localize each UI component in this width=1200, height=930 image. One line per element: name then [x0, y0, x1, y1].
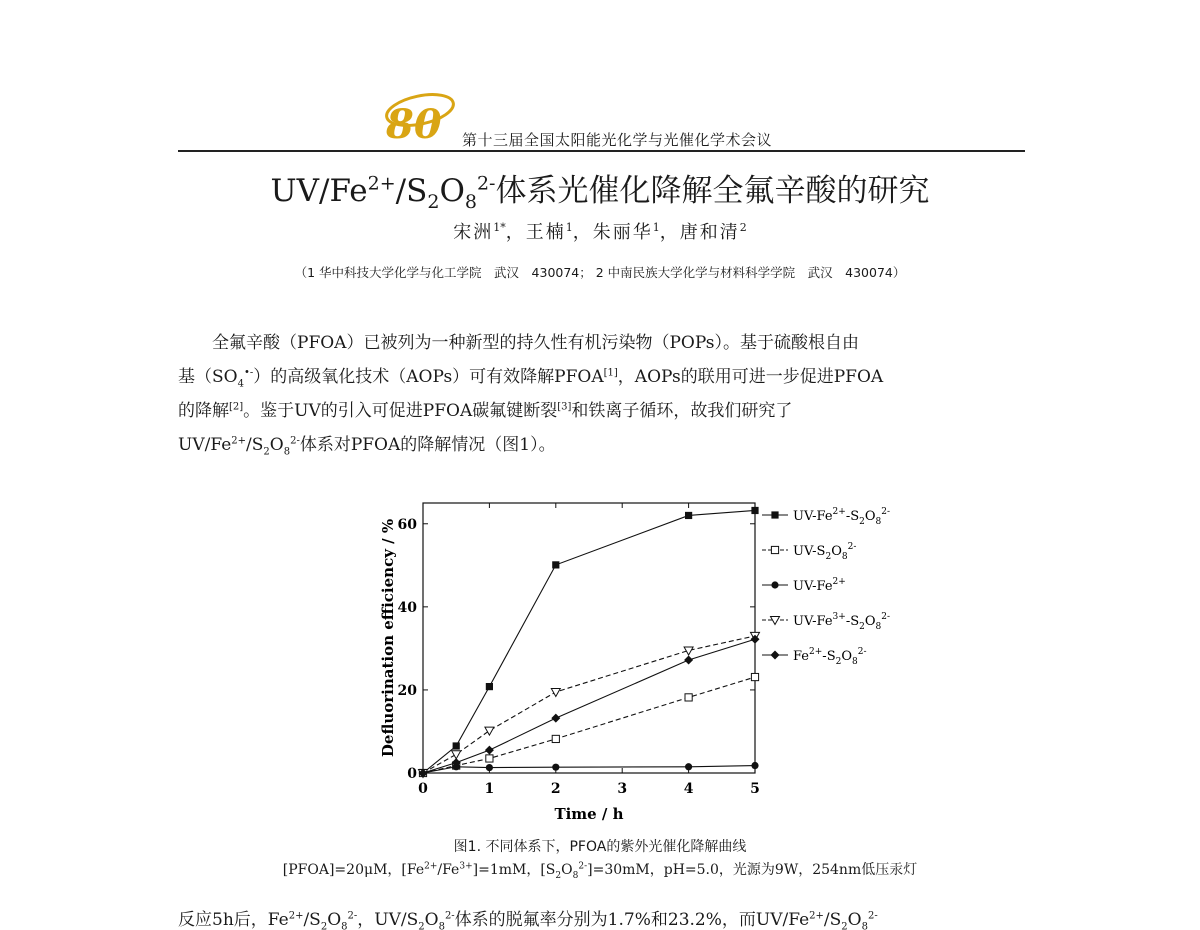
- data-point: [751, 635, 760, 644]
- y-axis-label: Defluorination efficiency / %: [379, 518, 397, 758]
- data-point: [453, 742, 460, 749]
- paper-title: $UV/Fe^{2+}/S_2O_8^{2-}$体系光催化降解全氟辛酸的研究: [270, 172, 930, 214]
- body-line: 全氟辛酸（PFOA）已被列为一种新型的持久性有机污染物（POPs）。基于硫酸根自由: [212, 333, 860, 353]
- legend-label-part: 8: [875, 622, 882, 632]
- conference-name: 第十三届全国太阳能光化学与光催化学术会议: [462, 131, 773, 149]
- legend-label-part: 8: [852, 657, 858, 667]
- author-list: 宋洲$^{1*}$，王楠$^1$，朱丽华$^1$，唐和清$^2$: [453, 221, 747, 243]
- legend-label-part: -S: [822, 649, 836, 664]
- legend-label-part: O: [831, 544, 842, 559]
- body-paragraph: [178, 326, 1025, 462]
- y-tick-label: 40: [397, 599, 417, 616]
- y-tick-label: 0: [407, 766, 417, 782]
- defluorination-chart: [370, 495, 890, 835]
- legend-label-part: 2: [835, 657, 842, 667]
- data-point: [751, 762, 758, 769]
- legend-label-part: 2+: [832, 577, 846, 587]
- y-tick-label: 20: [397, 682, 417, 699]
- legend-label-part: 2+: [809, 647, 823, 657]
- body-line: 基$(SO_4^{•-})$的高级氧化技术（AOPs）可有效降解PFOA[1]，AOPs的联用可进一步促进PFOA: [178, 367, 884, 390]
- data-point: [486, 683, 493, 690]
- plot-frame: [423, 503, 755, 773]
- figure-caption: 图1. 不同体系下，PFOA的紫外光催化降解曲线: [453, 839, 747, 855]
- legend-label-part: 3+: [832, 612, 846, 622]
- body-line-partial: 反应5h后，$Fe^{2+}/S_2O_8^{2-}$，$UV/S_2O_8^{2-}$体系的脱氟率分别为1.7%和23.2%，而$UV/Fe^{2+}/S_2O_8^{2-}$: [178, 910, 878, 930]
- citation-ref: [1]: [603, 367, 618, 379]
- legend-label-part: 2: [825, 552, 832, 562]
- legend-label-part: 2-: [881, 612, 890, 622]
- body-line: 的降解[2]。鉴于UV的引入可促进PFOA碳氟键断裂[3]和铁离子循环，故我们研究了: [178, 401, 793, 421]
- author-mark: 1: [565, 221, 573, 234]
- x-axis-label: Time / h: [554, 805, 624, 823]
- author-name: 宋洲: [453, 222, 494, 243]
- data-point: [551, 689, 560, 697]
- legend-label-part: 8: [875, 517, 882, 527]
- x-tick-label: 3: [617, 781, 628, 797]
- data-point: [486, 755, 493, 762]
- data-point: [486, 764, 493, 771]
- data-point: [751, 673, 758, 680]
- data-point: [684, 656, 693, 665]
- author-mark: 1: [652, 221, 660, 234]
- author-name: 王楠: [525, 222, 566, 243]
- author-name: 朱丽华: [592, 222, 653, 243]
- x-tick-label: 4: [683, 781, 694, 797]
- legend-label-part: 8: [841, 552, 848, 562]
- conference-logo: [380, 86, 460, 142]
- series-line-0: [423, 510, 755, 773]
- legend-label: [793, 647, 867, 667]
- legend-label: [793, 542, 856, 562]
- affiliations: （1 华中科技大学化学与化工学院 武汉 430074； 2 中南民族大学化学与材料科学学院 武汉 430074）: [294, 265, 906, 280]
- legend-label-part: 2: [859, 517, 865, 527]
- data-point: [552, 735, 559, 742]
- legend-label-part: O: [841, 649, 853, 664]
- x-tick-label: 1: [484, 781, 495, 797]
- legend-label-part: UV-Fe: [793, 579, 833, 594]
- series-line-2: [423, 766, 755, 773]
- legend-marker: [771, 651, 780, 660]
- author-mark: 1*: [493, 221, 506, 234]
- legend-label-part: 2: [859, 622, 865, 632]
- legend-label-part: -S: [845, 614, 860, 629]
- legend-label-part: -S: [845, 509, 860, 524]
- header-rule: [178, 150, 1025, 152]
- data-point: [685, 512, 692, 519]
- legend-label-part: 2-: [857, 647, 867, 657]
- legend-label-part: 2-: [847, 542, 857, 552]
- legend-label-part: Fe: [793, 649, 810, 664]
- data-point: [552, 561, 559, 568]
- legend-label-part: O: [864, 614, 876, 629]
- legend-label-part: UV-Fe: [793, 614, 833, 629]
- data-point: [685, 694, 692, 701]
- data-point: [685, 763, 692, 770]
- x-tick-label: 0: [418, 781, 428, 797]
- author-mark: 2: [739, 221, 747, 234]
- data-point: [552, 764, 559, 771]
- data-point: [751, 507, 758, 514]
- body-line: $UV/Fe^{2+}/S_2O_8^{2-}$体系对PFOA的降解情况（图1）。: [178, 435, 556, 458]
- data-point: [452, 751, 461, 759]
- legend-label-part: 2-: [881, 507, 890, 517]
- series-line-4: [423, 639, 755, 773]
- logo-number: 80: [386, 101, 442, 142]
- legend-marker: [771, 581, 778, 588]
- legend-marker: [771, 511, 778, 518]
- legend-label-part: 2+: [832, 507, 846, 517]
- legend-marker: [771, 546, 778, 553]
- x-tick-label: 2: [550, 781, 561, 797]
- x-tick-label: 5: [750, 781, 760, 797]
- series-line-1: [423, 677, 755, 773]
- series-line-3: [423, 636, 755, 773]
- legend-label: [793, 612, 890, 632]
- legend-label: [793, 507, 890, 527]
- data-point: [485, 746, 494, 755]
- legend-label-part: UV-Fe: [793, 509, 833, 524]
- citation-ref: [2]: [229, 401, 244, 413]
- author-name: 唐和清: [679, 222, 740, 243]
- legend-label: [793, 577, 846, 594]
- citation-ref: [3]: [557, 401, 572, 413]
- legend-label-part: O: [864, 509, 876, 524]
- data-point: [485, 727, 494, 735]
- legend-label-part: UV-S: [793, 544, 826, 559]
- figure-conditions: [PFOA]=20μM，$[Fe^{2+}/Fe^{3+}]=1mM$，$[S_2O_8^{2-}]=30mM$，pH=5.0，光源为9W，254nm低压汞灯: [282, 861, 918, 881]
- y-tick-label: 60: [397, 516, 417, 533]
- data-point: [551, 714, 560, 723]
